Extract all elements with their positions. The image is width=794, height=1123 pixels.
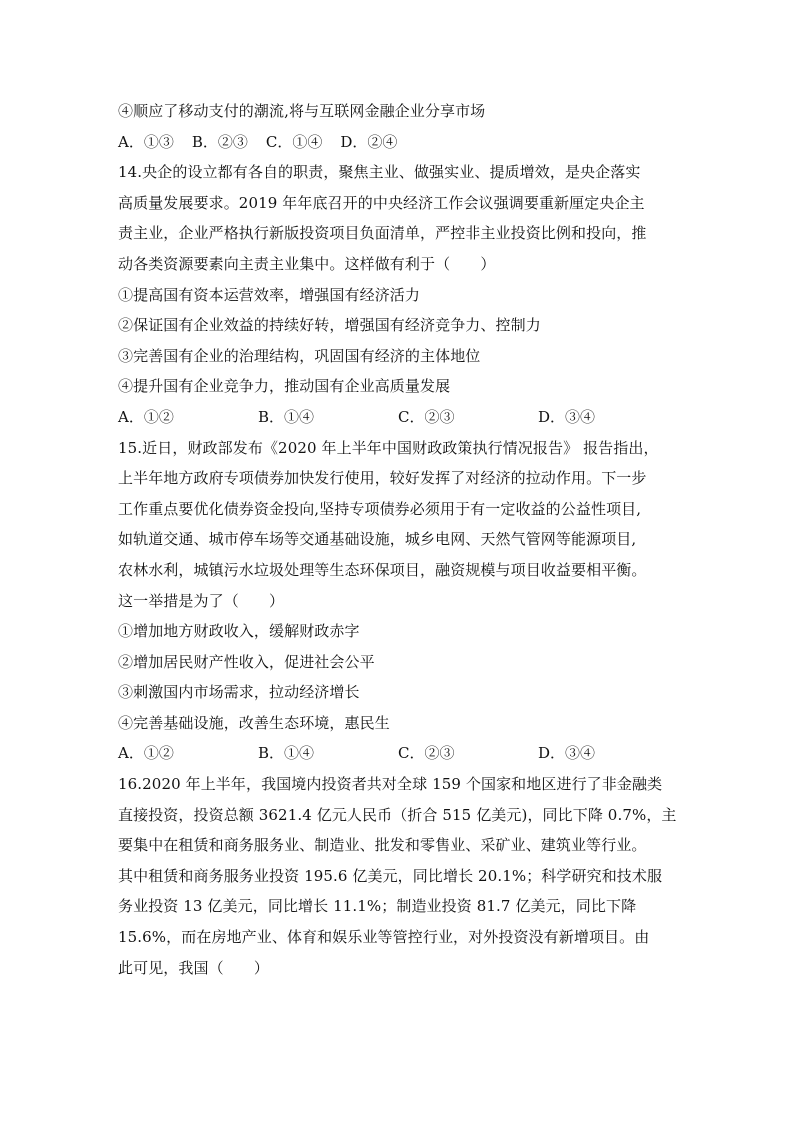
- q15-option-c[interactable]: C．②③: [398, 744, 455, 763]
- q15-stem-line: 15.近日，财政部发布《2020 年上半年中国财政政策执行情况报告》 报告指出，: [118, 438, 659, 457]
- q15-item-1: ①增加地方财政收入，缓解财政赤字: [118, 622, 360, 641]
- q14-item-3: ③完善国有企业的治理结构，巩固国有经济的主体地位: [118, 346, 481, 365]
- q14-item-2: ②保证国有企业效益的持续好转，增强国有经济竞争力、控制力: [118, 316, 541, 335]
- q14-option-a[interactable]: A．①②: [118, 407, 174, 426]
- q14-option-b[interactable]: B．①④: [258, 407, 315, 426]
- q16-stem: [118, 769, 678, 983]
- q14-option-d[interactable]: D．③④: [538, 407, 596, 426]
- q15-option-a[interactable]: A．①②: [118, 744, 174, 763]
- q16-stem-line: 务业投资 13 亿美元，同比增长 11.1%；制造业投资 81.7 亿美元，同比下降: [118, 897, 637, 916]
- q14-item-1: ①提高国有资本运营效率，增强国有经济活力: [118, 285, 421, 304]
- q16-stem-line: 其中租赁和商务服务业投资 195.6 亿美元，同比增长 20.1%；科学研究和技术服: [118, 866, 663, 885]
- q13-option-d[interactable]: D．②④: [340, 132, 398, 151]
- q14-stem-line: 高质量发展要求。2019 年年底召开的中央经济工作会议强调要重新厘定央企主: [118, 193, 645, 212]
- q14-stem-line: 动各类资源要素向主责主业集中。这样做有利于（ ）: [118, 254, 496, 273]
- exam-page: [118, 96, 678, 983]
- q16-stem-line: 此可见，我国（ ）: [118, 958, 270, 977]
- q16-stem-line: 15.6%，而在房地产业、体育和娱乐业等管控行业，对外投资没有新增项目。由: [118, 928, 650, 947]
- q14-options: [118, 402, 678, 433]
- q15-stem: [118, 433, 678, 617]
- q13-option-a[interactable]: A．①③: [118, 132, 174, 151]
- q15-stem-line: 上半年地方政府专项债券加快发行使用，较好发挥了对经济的拉动作用。下一步: [118, 469, 647, 488]
- q15-stem-line: 工作重点要优化债券资金投向,坚持专项债券必须用于有一定收益的公益性项目,: [118, 499, 642, 518]
- q15-stem-line: 这一举措是为了（ ）: [118, 591, 285, 610]
- q14-item-4: ④提升国有企业竞争力，推动国有企业高质量发展: [118, 377, 451, 396]
- q15-options: [118, 738, 678, 769]
- q15-option-d[interactable]: D．③④: [538, 744, 596, 763]
- q15-item-4: ④完善基础设施，改善生态环境，惠民生: [118, 713, 390, 732]
- q16-stem-line: 直接投资，投资总额 3621.4 亿元人民币（折合 515 亿美元)，同比下降 0.7%，主: [118, 805, 677, 824]
- q14-option-c[interactable]: C．②③: [398, 407, 455, 426]
- q15-stem-line: 农林水利，城镇污水垃圾处理等生态环保项目，融资规模与项目收益要相平衡。: [118, 560, 647, 579]
- q13-item-4: ④顺应了移动支付的潮流,将与互联网金融企业分享市场: [118, 102, 486, 120]
- q14-stem: [118, 157, 678, 279]
- q16-stem-line: 要集中在租赁和商务服务业、制造业、批发和零售业、采矿业、建筑业等行业。: [118, 836, 647, 855]
- q13-option-c[interactable]: C．①④: [265, 132, 323, 151]
- q15-item-2: ②增加居民财产性收入，促进社会公平: [118, 652, 375, 671]
- q15-item-3: ③刺激国内市场需求，拉动经济增长: [118, 683, 360, 702]
- q15-stem-line: 如轨道交通、城市停车场等交通基础设施，城乡电网、天然气管网等能源项目,: [118, 530, 637, 549]
- q14-stem-line: 14.央企的设立都有各自的职责，聚焦主业、做强实业、提质增效，是央企落实: [118, 163, 641, 182]
- q16-stem-line: 16.2020 年上半年，我国境内投资者共对全球 159 个国家和地区进行了非金融类: [118, 775, 663, 794]
- q15-option-b[interactable]: B．①④: [258, 744, 315, 763]
- q13-option-b[interactable]: B．②③: [191, 132, 248, 151]
- q14-stem-line: 责主业，企业严格执行新版投资项目负面清单，严控非主业投资比例和投向，推: [118, 224, 647, 243]
- q13-options: [118, 127, 678, 158]
